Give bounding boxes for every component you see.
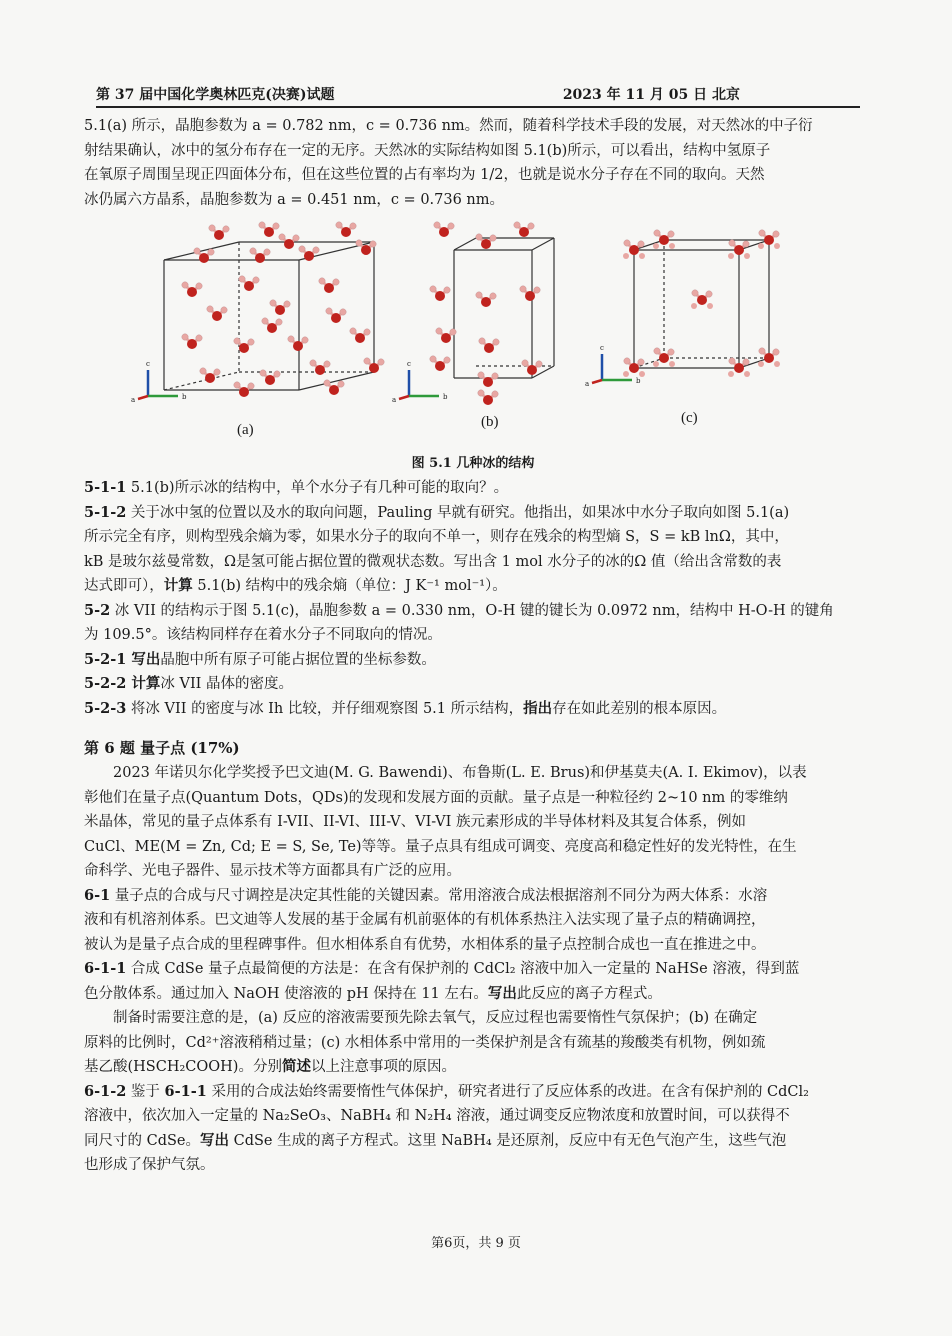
hydrogen-atom bbox=[276, 319, 282, 325]
hydrogen-atom bbox=[274, 371, 280, 377]
hydrogen-atom bbox=[478, 372, 484, 378]
oxygen-atom bbox=[435, 291, 445, 301]
hydrogen-atom bbox=[639, 253, 645, 259]
oxygen-atom bbox=[284, 239, 294, 249]
intro-line: 5.1(a) 所示，晶胞参数为 a = 0.782 nm，c = 0.736 nm。然而，随着科学技术手段的发展，对天然冰的中子衍 bbox=[84, 118, 813, 134]
oxygen-atom bbox=[355, 333, 365, 343]
question-5-2-1: 5-2-1 写出晶胞中所有原子可能占据位置的坐标参数。 bbox=[84, 650, 436, 668]
hydrogen-atom bbox=[299, 246, 305, 252]
hydrogen-atom bbox=[728, 253, 734, 259]
question-text: 达式即可），计算 5.1(b) 结构中的残余熵（单位：J K⁻¹ mol⁻¹）。 bbox=[84, 577, 507, 594]
hydrogen-atom bbox=[182, 282, 188, 288]
oxygen-atom bbox=[255, 253, 265, 263]
hydrogen-atom bbox=[207, 306, 213, 312]
axis-label-b: b bbox=[443, 393, 448, 401]
oxygen-atom bbox=[293, 341, 303, 351]
hydrogen-atom bbox=[208, 249, 214, 255]
oxygen-atom bbox=[527, 365, 537, 375]
hydrogen-atom bbox=[234, 382, 240, 388]
hydrogen-atom bbox=[536, 361, 542, 367]
hydrogen-atom bbox=[324, 380, 330, 386]
question-text: 制备时需要注意的是，(a) 反应的溶液需要预先除去氧气，反应过程也需要惰性气氛保护；(b) 在确定 bbox=[113, 1010, 758, 1026]
oxygen-atom bbox=[439, 227, 449, 237]
hydrogen-atom bbox=[434, 222, 440, 228]
axis-label-c: c bbox=[600, 344, 604, 352]
oxygen-atom bbox=[324, 283, 334, 293]
hydrogen-atom bbox=[774, 361, 780, 367]
question-text: 色分散体系。通过加入 NaOH 使溶液的 pH 保持在 11 左右。写出此反应的离子方程式。 bbox=[84, 984, 662, 1002]
hydrogen-atom bbox=[214, 369, 220, 375]
hydrogen-atom bbox=[333, 279, 339, 285]
hydrogen-atom bbox=[279, 234, 285, 240]
cell-edge bbox=[164, 372, 239, 390]
oxygen-atom bbox=[734, 245, 744, 255]
hydrogen-atom bbox=[654, 230, 660, 236]
hydrogen-atom bbox=[758, 243, 764, 249]
hydrogen-atom bbox=[691, 303, 697, 309]
question-6-1-2: 6-1-2 鉴于 6-1-1 采用的合成法始终需要惰性气体保护，研究者进行了反应体系的改进。在含有保护剂的 CdCl₂ bbox=[84, 1082, 809, 1100]
hydrogen-atom bbox=[284, 301, 290, 307]
hydrogen-atom bbox=[668, 349, 674, 355]
question-text: 液和有机溶剂体系。巴文迪等人发展的基于金属有机前驱体的有机体系热注入法实现了量子点的精确调控， bbox=[84, 912, 766, 928]
hydrogen-atom bbox=[324, 361, 330, 367]
oxygen-atom bbox=[315, 365, 325, 375]
hydrogen-atom bbox=[326, 308, 332, 314]
axis-label-b: b bbox=[182, 393, 187, 401]
hydrogen-atom bbox=[248, 339, 254, 345]
oxygen-atom bbox=[331, 313, 341, 323]
axis-a bbox=[399, 396, 409, 399]
paragraph-6-line: 米晶体，常见的量子点体系有 I-VII、II-VI、III-V、VI-VI 族元素形成的半导体材料及其复合体系，例如 bbox=[84, 814, 746, 830]
hydrogen-atom bbox=[196, 335, 202, 341]
hydrogen-atom bbox=[492, 391, 498, 397]
hydrogen-atom bbox=[534, 287, 540, 293]
hydrogen-atom bbox=[514, 222, 520, 228]
hydrogen-atom bbox=[196, 283, 202, 289]
hydrogen-atom bbox=[444, 287, 450, 293]
hydrogen-atom bbox=[758, 361, 764, 367]
oxygen-atom bbox=[369, 363, 379, 373]
question-text: kB 是玻尔兹曼常数，Ω是氢可能占据位置的微观状态数。写出含 1 mol 水分子的冰的Ω 值（给出含常数的表 bbox=[84, 553, 782, 570]
hydrogen-atom bbox=[200, 368, 206, 374]
hydrogen-atom bbox=[520, 286, 526, 292]
section-6-title: 第 6 题 量子点 (17%) bbox=[84, 739, 240, 757]
panel-label-b: (b) bbox=[481, 414, 499, 430]
hydrogen-atom bbox=[223, 226, 229, 232]
oxygen-atom bbox=[697, 295, 707, 305]
hydrogen-atom bbox=[476, 234, 482, 240]
hydrogen-atom bbox=[293, 235, 299, 241]
hydrogen-atom bbox=[253, 277, 259, 283]
hydrogen-atom bbox=[744, 371, 750, 377]
axis-label-a: a bbox=[585, 380, 590, 388]
oxygen-atom bbox=[734, 363, 744, 373]
hydrogen-atom bbox=[528, 223, 534, 229]
axis-label-a: a bbox=[131, 396, 136, 404]
hydrogen-atom bbox=[774, 243, 780, 249]
oxygen-atom bbox=[239, 343, 249, 353]
hydrogen-atom bbox=[624, 240, 630, 246]
oxygen-atom bbox=[187, 287, 197, 297]
oxygen-atom bbox=[244, 281, 254, 291]
hydrogen-atom bbox=[669, 361, 675, 367]
oxygen-atom bbox=[341, 227, 351, 237]
oxygen-atom bbox=[267, 323, 277, 333]
oxygen-atom bbox=[361, 245, 371, 255]
hydrogen-atom bbox=[234, 338, 240, 344]
oxygen-atom bbox=[275, 305, 285, 315]
oxygen-atom bbox=[481, 239, 491, 249]
hydrogen-atom bbox=[729, 358, 735, 364]
hydrogen-atom bbox=[450, 329, 456, 335]
question-6-1: 6-1 量子点的合成与尺寸调控是决定其性能的关键因素。常用溶液合成法根据溶剂不同分为两大体系：水溶 bbox=[84, 886, 768, 904]
hydrogen-atom bbox=[624, 358, 630, 364]
hydrogen-atom bbox=[668, 231, 674, 237]
hydrogen-atom bbox=[364, 329, 370, 335]
axis-label-c: c bbox=[146, 360, 150, 368]
oxygen-atom bbox=[764, 353, 774, 363]
hydrogen-atom bbox=[522, 360, 528, 366]
hydrogen-atom bbox=[264, 249, 270, 255]
oxygen-atom bbox=[304, 251, 314, 261]
header-date: 2023 年 11 月 05 日 北京 bbox=[562, 87, 740, 103]
oxygen-atom bbox=[484, 343, 494, 353]
cell-edge bbox=[532, 238, 554, 250]
hydrogen-atom bbox=[430, 356, 436, 362]
oxygen-atom bbox=[264, 227, 274, 237]
question-5-1-2: 5-1-2 关于冰中氢的位置以及水的取向问题，Pauling 早就有研究。他指出，如果冰中水分子取向如图 5.1(a) bbox=[84, 503, 790, 521]
axis-label-c: c bbox=[407, 360, 411, 368]
hydrogen-atom bbox=[364, 358, 370, 364]
hydrogen-atom bbox=[350, 328, 356, 334]
hydrogen-atom bbox=[490, 235, 496, 241]
hydrogen-atom bbox=[707, 303, 713, 309]
hydrogen-atom bbox=[448, 223, 454, 229]
axis-label-b: b bbox=[636, 377, 641, 385]
hydrogen-atom bbox=[262, 318, 268, 324]
hydrogen-atom bbox=[623, 253, 629, 259]
panel-label-c: (c) bbox=[681, 410, 698, 426]
hydrogen-atom bbox=[743, 359, 749, 365]
hydrogen-atom bbox=[310, 360, 316, 366]
oxygen-atom bbox=[212, 311, 222, 321]
oxygen-atom bbox=[659, 235, 669, 245]
hydrogen-atom bbox=[340, 309, 346, 315]
oxygen-atom bbox=[764, 235, 774, 245]
question-text: 溶液中，依次加入一定量的 Na₂SeO₃、NaBH₄ 和 N₂H₄ 溶液，通过调变反应物浓度和放置时间，可以获得不 bbox=[84, 1108, 790, 1124]
hydrogen-atom bbox=[692, 290, 698, 296]
hydrogen-atom bbox=[250, 248, 256, 254]
hydrogen-atom bbox=[288, 336, 294, 342]
hydrogen-atom bbox=[336, 222, 342, 228]
question-6-1-1: 6-1-1 合成 CdSe 量子点最简便的方法是：在含有保护剂的 CdCl₂ 溶液中加入一定量的 NaHSe 溶液，得到蓝 bbox=[84, 960, 800, 977]
header-title: 第 37 届中国化学奥林匹克(决赛)试题 bbox=[96, 87, 335, 103]
hydrogen-atom bbox=[744, 253, 750, 259]
hydrogen-atom bbox=[773, 349, 779, 355]
hydrogen-atom bbox=[476, 292, 482, 298]
question-text: 为 109.5°。该结构同样存在着水分子不同取向的情况。 bbox=[84, 627, 442, 643]
hydrogen-atom bbox=[270, 300, 276, 306]
ice-structures-illustration bbox=[84, 220, 862, 446]
hydrogen-atom bbox=[490, 293, 496, 299]
hydrogen-atom bbox=[430, 286, 436, 292]
oxygen-atom bbox=[435, 361, 445, 371]
hydrogen-atom bbox=[444, 357, 450, 363]
hydrogen-atom bbox=[638, 241, 644, 247]
question-text: 基乙酸(HSCH₂COOH)。分别简述以上注意事项的原因。 bbox=[84, 1058, 456, 1075]
paragraph-6-line: 2023 年诺贝尔化学奖授予巴文迪(M. G. Bawendi)、布鲁斯(L. E. Brus)和伊基莫夫(A. I. Ekimov)，以表 bbox=[113, 765, 807, 781]
hydrogen-atom bbox=[728, 371, 734, 377]
oxygen-atom bbox=[483, 377, 493, 387]
oxygen-atom bbox=[483, 395, 493, 405]
hydrogen-atom bbox=[479, 338, 485, 344]
hydrogen-atom bbox=[350, 223, 356, 229]
hydrogen-atom bbox=[436, 328, 442, 334]
hydrogen-atom bbox=[273, 223, 279, 229]
hydrogen-atom bbox=[638, 359, 644, 365]
oxygen-atom bbox=[199, 253, 209, 263]
oxygen-atom bbox=[629, 363, 639, 373]
question-5-2: 5-2 冰 VII 的结构示于图 5.1(c)，晶胞参数 a = 0.330 nm，O-H 键的键长为 0.0972 nm，结构中 H-O-H 的键角 bbox=[84, 601, 834, 619]
hydrogen-atom bbox=[209, 225, 215, 231]
oxygen-atom bbox=[519, 227, 529, 237]
oxygen-atom bbox=[205, 373, 215, 383]
hydrogen-atom bbox=[623, 371, 629, 377]
panel-label-a: (a) bbox=[237, 422, 254, 438]
hydrogen-atom bbox=[729, 240, 735, 246]
question-text: 也形成了保护气氛。 bbox=[84, 1157, 215, 1173]
page-header bbox=[96, 82, 860, 108]
hydrogen-atom bbox=[743, 241, 749, 247]
oxygen-atom bbox=[187, 339, 197, 349]
question-text: 同尺寸的 CdSe。写出 CdSe 生成的离子方程式。这里 NaBH₄ 是还原剂，反应中有无色气泡产生，这些气泡 bbox=[84, 1131, 787, 1149]
figure-caption: 图 5.1 几种冰的结构 bbox=[411, 456, 535, 471]
hydrogen-atom bbox=[759, 348, 765, 354]
hydrogen-atom bbox=[260, 370, 266, 376]
hydrogen-atom bbox=[338, 381, 344, 387]
figure-5-1 bbox=[84, 220, 862, 446]
cell-edge bbox=[454, 238, 476, 250]
paragraph-6-line: 彰他们在量子点(Quantum Dots，QDs)的发现和发展方面的贡献。量子点是一种粒径约 2~10 nm 的零维纳 bbox=[84, 789, 788, 806]
hydrogen-atom bbox=[248, 383, 254, 389]
page-content bbox=[84, 114, 862, 1178]
oxygen-atom bbox=[659, 353, 669, 363]
hydrogen-atom bbox=[759, 230, 765, 236]
hydrogen-atom bbox=[654, 348, 660, 354]
oxygen-atom bbox=[239, 387, 249, 397]
page-footer: 第6页，共 9 页 bbox=[431, 1236, 521, 1251]
oxygen-atom bbox=[629, 245, 639, 255]
hydrogen-atom bbox=[653, 243, 659, 249]
hydrogen-atom bbox=[478, 390, 484, 396]
hydrogen-atom bbox=[370, 241, 376, 247]
question-text: 被认为是量子点合成的里程碑事件。但水相体系自有优势，水相体系的量子点控制合成也一直在推进之中。 bbox=[84, 936, 766, 953]
hydrogen-atom bbox=[669, 243, 675, 249]
question-text: 原料的比例时，Cd²⁺溶液稍稍过量；(c) 水相体系中常用的一类保护剂是含有巯基的羧酸类有机物，例如巯 bbox=[84, 1034, 766, 1051]
hydrogen-atom bbox=[492, 373, 498, 379]
hydrogen-atom bbox=[706, 291, 712, 297]
hydrogen-atom bbox=[182, 334, 188, 340]
hydrogen-atom bbox=[653, 361, 659, 367]
paragraph-6-line: CuCl、ME(M = Zn, Cd; E = S, Se, Te)等等。量子点具有组成可调变、亮度高和稳定性好的发光特性，在生 bbox=[84, 838, 797, 855]
hydrogen-atom bbox=[773, 231, 779, 237]
question-5-2-3: 5-2-3 将冰 VII 的密度与冰 Ih 比较，并仔细观察图 5.1 所示结构，指出存在如此差别的根本原因。 bbox=[84, 699, 727, 717]
hydrogen-atom bbox=[319, 278, 325, 284]
axis-label-a: a bbox=[392, 396, 397, 404]
oxygen-atom bbox=[441, 333, 451, 343]
oxygen-atom bbox=[265, 375, 275, 385]
hydrogen-atom bbox=[239, 276, 245, 282]
question-5-2-2: 5-2-2 计算冰 VII 晶体的密度。 bbox=[84, 675, 294, 692]
hydrogen-atom bbox=[221, 307, 227, 313]
hydrogen-atom bbox=[378, 359, 384, 365]
hydrogen-atom bbox=[194, 248, 200, 254]
oxygen-atom bbox=[481, 297, 491, 307]
oxygen-atom bbox=[525, 291, 535, 301]
hydrogen-atom bbox=[356, 240, 362, 246]
axis-a bbox=[592, 380, 602, 383]
oxygen-atom bbox=[329, 385, 339, 395]
intro-line: 在氧原子周围呈现正四面体分布，但在这些位置的占有率均为 1/2，也就是说水分子存在不同的取向。天然 bbox=[84, 167, 765, 183]
question-5-1-1: 5-1-1 5.1(b)所示冰的结构中，单个水分子有几种可能的取向？。 bbox=[84, 479, 509, 496]
hydrogen-atom bbox=[493, 339, 499, 345]
hydrogen-atom bbox=[313, 247, 319, 253]
intro-line: 冰仍属六方晶系，晶胞参数为 a = 0.451 nm，c = 0.736 nm。 bbox=[84, 191, 505, 208]
axis-a bbox=[138, 396, 148, 399]
question-text: 所示完全有序，则构型残余熵为零，如果水分子的取向不单一，则存在残余的构型熵 S，S = kB lnΩ，其中， bbox=[84, 529, 789, 545]
oxygen-atom bbox=[214, 230, 224, 240]
hydrogen-atom bbox=[302, 337, 308, 343]
paragraph-6-line: 命科学、光电子器件、显示技术等方面都具有广泛的应用。 bbox=[84, 863, 461, 879]
hydrogen-atom bbox=[259, 222, 265, 228]
intro-line: 射结果确认，冰中的氢分布存在一定的无序。天然冰的实际结构如图 5.1(b)所示，可以看出，结构中氢原子 bbox=[84, 142, 771, 159]
